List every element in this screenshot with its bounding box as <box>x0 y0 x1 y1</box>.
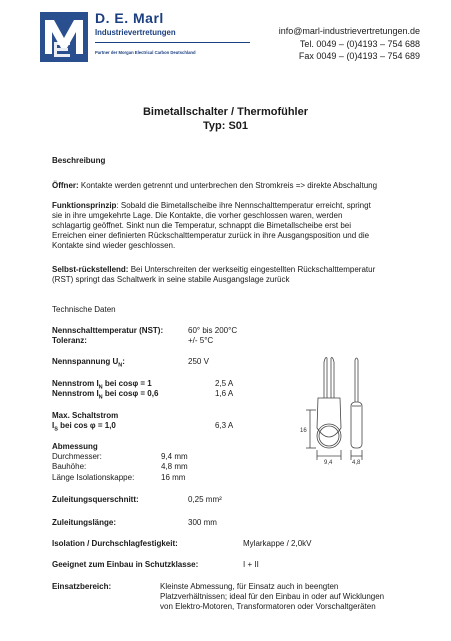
durch-label: Durchmesser: <box>52 452 102 461</box>
oeffner-text: Kontakte werden getrennt und unterbrechen den Stromkreis => direkte Abschaltung <box>78 181 378 190</box>
laenge-label: Länge Isolationskappe: <box>52 473 135 482</box>
selbst-text-2: (RST) springt das Schaltwerk in seine stabile Ausgangslage zurück <box>52 275 290 284</box>
in2-label-b: bei cosφ = 0,6 <box>102 389 159 398</box>
company-logo <box>40 12 88 62</box>
zq-value: 0,25 mm² <box>188 495 222 504</box>
einbau-label: Geeignet zum Einbau in Schutzklasse: <box>52 560 199 569</box>
funktion-text-5: Kontakte sind wieder geschlossen. <box>52 241 176 250</box>
contact-phone: Tel. 0049 – (0)4193 – 754 688 <box>299 39 420 49</box>
einsatz-text-3: von Elektro-Motoren, Transformatoren oder Vorschaltgeräten <box>160 602 376 611</box>
zq-label: Zuleitungsquerschnitt: <box>52 495 139 504</box>
durch-value: 9,4 mm <box>161 452 188 461</box>
company-divider <box>95 42 250 43</box>
funktion-line-1 <box>52 201 371 211</box>
oeffner-line <box>52 181 377 191</box>
logo-mark-icon <box>40 12 88 62</box>
company-partner: Partner der Morgan Electrical Carbon Deutschland <box>95 50 196 55</box>
abm-heading: Abmessung <box>52 442 98 451</box>
thermostat-drawing <box>288 350 388 470</box>
dim-diameter-label: 9,4 <box>324 460 333 466</box>
iso-label: Isolation / Durchschlagfestigkeit: <box>52 539 178 548</box>
max-sub-label-sub: S <box>54 426 58 433</box>
dim-height-label: 16 <box>300 428 307 434</box>
funktion-text-1: : Sobald die Bimetallscheibe ihre Nennschalttemperatur erreicht, springt <box>116 201 371 210</box>
selbst-line-1 <box>52 265 375 275</box>
in1-label-b: bei cosφ = 1 <box>102 379 152 388</box>
company-name: D. E. Marl <box>95 10 164 26</box>
un-label <box>52 357 125 371</box>
in1-value: 2,5 A <box>215 379 234 388</box>
einbau-value: I + II <box>243 560 259 569</box>
oeffner-label: Öffner: <box>52 181 79 190</box>
max-value: 6,3 A <box>215 421 234 430</box>
in2-label-sub: N <box>98 394 103 401</box>
un-label-colon: : <box>122 357 125 366</box>
company-subtitle: Industrievertretungen <box>95 28 176 37</box>
zl-value: 300 mm <box>188 518 217 527</box>
selbst-label: Selbst-rückstellend: <box>52 265 129 274</box>
einsatz-text-1: Kleinste Abmessung, für Einsatz auch in beengten <box>160 582 339 591</box>
page-title: Bimetallschalter / Thermofühler <box>142 106 309 118</box>
in1-label-sub: N <box>98 384 103 391</box>
funktion-text-2: sie in ihre umgekehrte Lage. Die Kontakte, die vorher geschlossen waren, werden <box>52 211 343 220</box>
einsatz-text-2: Platzverhältnissen; ideal für den Einbau in oder auf Wicklungen <box>160 592 385 601</box>
bau-value: 4,8 mm <box>161 462 188 471</box>
einsatz-label: Einsatzbereich: <box>52 582 112 591</box>
nst-value: 60° bis 200°C <box>188 326 238 335</box>
in2-label <box>52 389 158 403</box>
tol-value: +/- 5°C <box>188 336 214 345</box>
bau-label: Bauhöhe: <box>52 462 87 471</box>
section-heading-technische-daten: Technische Daten <box>52 305 116 314</box>
contact-fax: Fax 0049 – (0)4193 – 754 689 <box>298 51 420 61</box>
selbst-text-1: Bei Unterschreiten der werkseitig eingestellten Rückschalttemperatur <box>128 265 376 274</box>
dim-thickness-label: 4,8 <box>352 460 361 466</box>
un-label-sub: N <box>118 362 123 369</box>
zl-label: Zuleitungslänge: <box>52 518 116 527</box>
tol-label: Toleranz: <box>52 336 87 345</box>
iso-value: Mylarkappe / 2,0kV <box>243 539 312 548</box>
un-label-text: Nennspannung U <box>52 357 119 366</box>
un-value: 250 V <box>188 357 209 366</box>
funktion-label: Funktionsprinzip <box>52 201 117 210</box>
max-sub-label-b: bei cos φ = 1,0 <box>57 421 116 430</box>
laenge-value: 16 mm <box>161 473 186 482</box>
in1-label-a: Nennstrom I <box>52 379 99 388</box>
nst-label: Nennschalttemperatur (NST): <box>52 326 164 335</box>
funktion-text-3: schlagartig geöffnet. Sinkt nun die Temperatur, schnappt die Bimetallscheibe erst bei <box>52 221 351 230</box>
in2-label-a: Nennstrom I <box>52 389 99 398</box>
technical-drawing <box>288 350 388 475</box>
page-subtitle: Typ: S01 <box>202 120 249 132</box>
contact-email[interactable]: info@marl-industrievertretungen.de <box>278 26 420 36</box>
max-label: Max. Schaltstrom <box>52 411 119 420</box>
in2-value: 1,6 A <box>215 389 234 398</box>
section-heading-beschreibung: Beschreibung <box>52 156 106 165</box>
funktion-text-4: Erreichen einer definierten Rückschalttemperatur zurück in ihre Ausgangsposition und die <box>52 231 370 240</box>
max-sub-label-a: I <box>52 421 55 430</box>
max-sub-label <box>52 421 116 435</box>
